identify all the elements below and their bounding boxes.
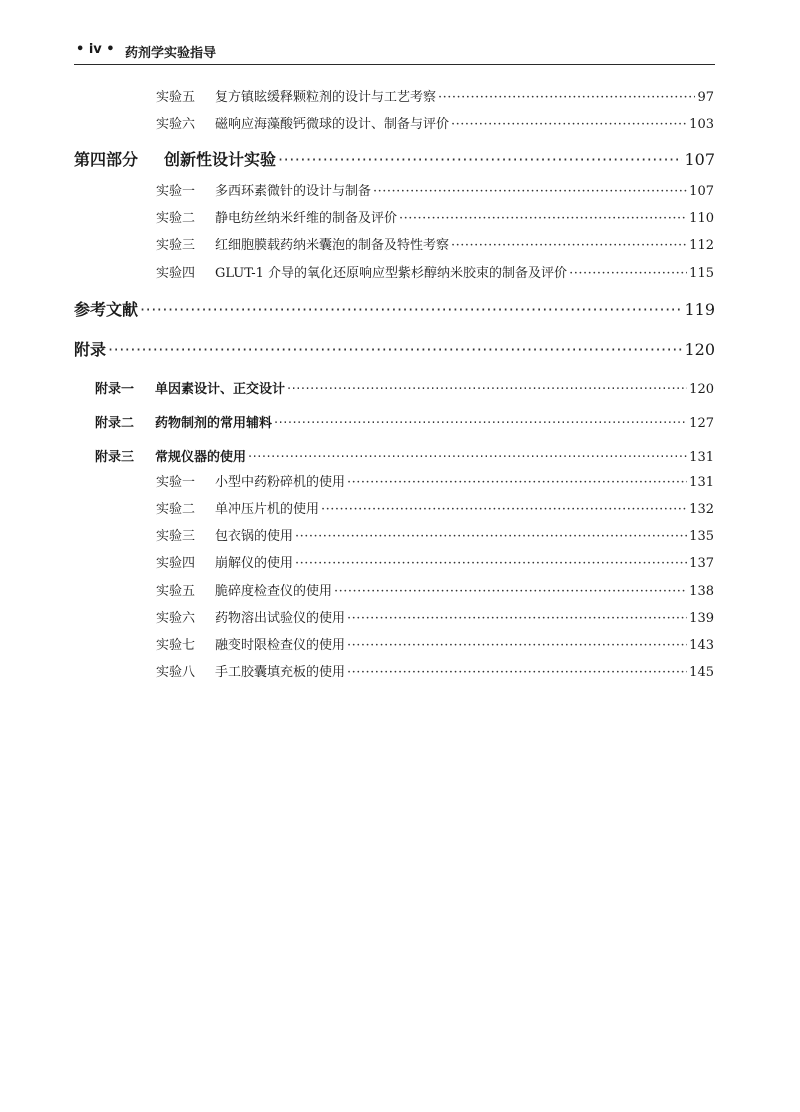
- leader-dots: [569, 266, 687, 280]
- entry-page: 143: [689, 638, 714, 653]
- leader-dots: [399, 211, 687, 225]
- entry-title: 附录: [74, 340, 107, 359]
- entry-label: 实验六: [156, 611, 196, 626]
- entry-title: GLUT-1 介导的氧化还原响应型紫杉醇纳米胶束的制备及评价: [215, 266, 568, 281]
- entry-page: 103: [689, 117, 714, 132]
- toc-entry[interactable]: [156, 661, 714, 680]
- toc-entry[interactable]: [156, 580, 714, 599]
- entry-title: 静电纺丝纳米纤维的制备及评价: [215, 211, 398, 226]
- entry-label: 实验一: [156, 184, 196, 199]
- entry-label: 附录三: [95, 450, 135, 465]
- entry-title: 崩解仪的使用: [215, 556, 294, 571]
- toc-part-heading[interactable]: [74, 147, 715, 170]
- entry-page: 131: [689, 475, 714, 490]
- entry-page: 107: [689, 184, 714, 199]
- leader-dots: [347, 475, 687, 489]
- leader-dots: [373, 184, 687, 198]
- book-title: 药剂学实验指导: [125, 46, 217, 61]
- entry-title: 手工胶囊填充板的使用: [215, 665, 346, 680]
- entry-page: 138: [689, 584, 714, 599]
- toc-entry[interactable]: [156, 86, 714, 105]
- part-title: 创新性设计实验: [164, 150, 277, 169]
- toc-entry[interactable]: [156, 525, 714, 544]
- toc-entry[interactable]: [156, 113, 714, 132]
- entry-title: 药物溶出试验仪的使用: [215, 611, 346, 626]
- entry-title: 单冲压片机的使用: [215, 502, 320, 517]
- entry-label: 实验二: [156, 502, 196, 517]
- entry-title: 常规仪器的使用: [155, 450, 247, 465]
- toc-entry[interactable]: [156, 607, 714, 626]
- toc-entry[interactable]: [156, 471, 714, 490]
- toc-entry[interactable]: [156, 207, 714, 226]
- entry-page: 139: [689, 611, 714, 626]
- entry-title: 磁响应海藻酸钙微球的设计、制备与评价: [215, 117, 450, 132]
- entry-label: 实验五: [156, 90, 196, 105]
- entry-page: 132: [689, 502, 714, 517]
- leader-dots: [295, 529, 687, 543]
- leader-dots: [334, 584, 687, 598]
- entry-page: 107: [684, 150, 715, 169]
- page-number-label: • iv •: [76, 42, 115, 57]
- entry-page: 115: [689, 266, 714, 281]
- entry-title: 参考文献: [74, 300, 139, 319]
- entry-page: 120: [684, 340, 715, 359]
- entry-title: 小型中药粉碎机的使用: [215, 475, 346, 490]
- toc-references[interactable]: [74, 297, 715, 320]
- leader-dots: [274, 416, 687, 430]
- entry-label: 实验四: [156, 266, 196, 281]
- entry-page: 119: [684, 300, 715, 319]
- entry-title: 脆碎度检查仪的使用: [215, 584, 333, 599]
- leader-dots: [248, 450, 687, 464]
- toc-entry[interactable]: [156, 234, 714, 253]
- entry-label: 实验八: [156, 665, 196, 680]
- toc-entry[interactable]: [156, 634, 714, 653]
- entry-title: 融变时限检查仪的使用: [215, 638, 346, 653]
- toc-entry[interactable]: [156, 262, 714, 281]
- entry-page: 120: [689, 382, 714, 397]
- entry-label: 附录一: [95, 382, 135, 397]
- entry-label: 附录二: [95, 416, 135, 431]
- toc-appendix-entry[interactable]: [95, 446, 714, 465]
- leader-dots: [347, 638, 687, 652]
- entry-page: 112: [689, 238, 714, 253]
- leader-dots: [295, 556, 687, 570]
- entry-title: 药物制剂的常用辅料: [155, 416, 273, 431]
- entry-label: 实验二: [156, 211, 196, 226]
- entry-label: 实验五: [156, 584, 196, 599]
- entry-page: 97: [697, 90, 714, 105]
- toc-entry[interactable]: [156, 498, 714, 517]
- entry-label: 实验一: [156, 475, 196, 490]
- entry-page: 127: [689, 416, 714, 431]
- entry-title: 多西环素微针的设计与制备: [215, 184, 372, 199]
- entry-label: 实验六: [156, 117, 196, 132]
- entry-page: 137: [689, 556, 714, 571]
- entry-title: 复方镇眩缓释颗粒剂的设计与工艺考察: [215, 90, 437, 105]
- entry-title: 单因素设计、正交设计: [155, 382, 286, 397]
- entry-title: 包衣锅的使用: [215, 529, 294, 544]
- leader-dots: [321, 502, 687, 516]
- leader-dots: [108, 340, 682, 358]
- entry-page: 110: [689, 211, 714, 226]
- toc-entry[interactable]: [156, 180, 714, 199]
- leader-dots: [451, 238, 687, 252]
- leader-dots: [347, 665, 687, 679]
- leader-dots: [451, 117, 687, 131]
- entry-page: 135: [689, 529, 714, 544]
- entry-page: 131: [689, 450, 714, 465]
- leader-dots: [287, 382, 687, 396]
- leader-dots: [438, 90, 695, 104]
- entry-page: 145: [689, 665, 714, 680]
- entry-label: 实验七: [156, 638, 196, 653]
- entry-title: 红细胞膜载药纳米囊泡的制备及特性考察: [215, 238, 450, 253]
- entry-label: 实验三: [156, 238, 196, 253]
- toc-appendix-entry[interactable]: [95, 378, 714, 397]
- leader-dots: [140, 300, 682, 318]
- toc-entry[interactable]: [156, 552, 714, 571]
- leader-dots: [347, 611, 687, 625]
- toc-appendix[interactable]: [74, 337, 715, 360]
- entry-label: 实验三: [156, 529, 196, 544]
- part-label: 第四部分: [74, 150, 139, 169]
- entry-label: 实验四: [156, 556, 196, 571]
- toc-appendix-entry[interactable]: [95, 412, 714, 431]
- leader-dots: [278, 150, 682, 168]
- page-header: [74, 40, 715, 65]
